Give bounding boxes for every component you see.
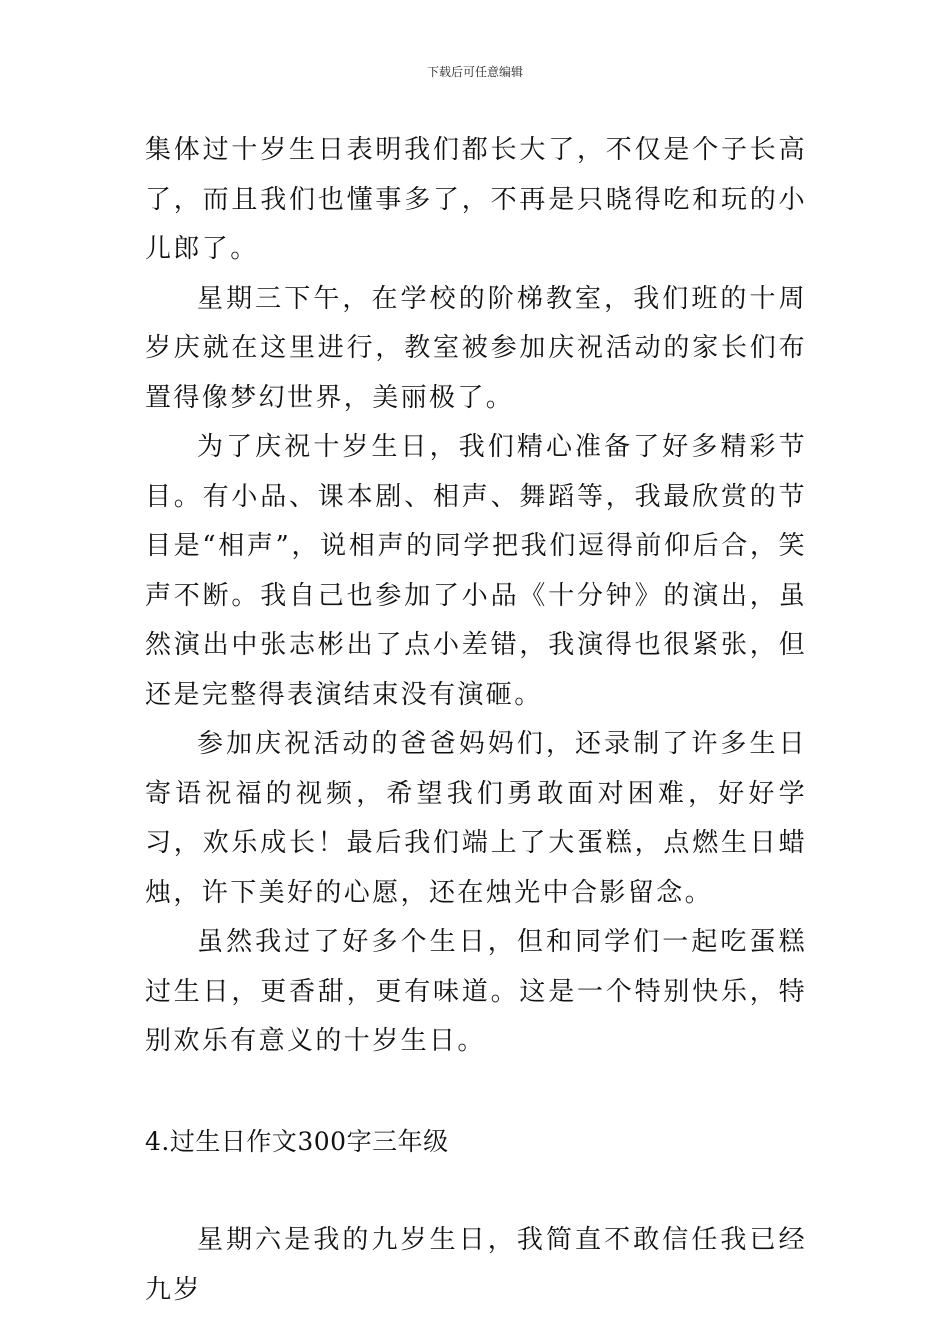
paragraph-5: 虽然我过了好多个生日，但和同学们一起吃蛋糕过生日，更香甜，更有味道。这是一个特别快乐，特别欢乐有意义的十岁生日。 — [145, 927, 807, 1056]
document-body — [145, 126, 807, 1315]
paragraph-2: 星期三下午，在学校的阶梯教室，我们班的十周岁庆就在这里进行，教室被参加庆祝活动的家长们布置得像梦幻世界，美丽极了。 — [145, 283, 807, 413]
page-header-note: 下载后可任意编辑 — [426, 65, 523, 79]
paragraph-4: 参加庆祝活动的爸爸妈妈们，还录制了许多生日寄语祝福的视频，希望我们勇敢面对困难，好好学习，欢乐成长！最后我们端上了大蛋糕，点燃生日蜡烛，许下美好的心愿，还在烛光中合影留念。 — [145, 729, 807, 908]
paragraph-3: 为了庆祝十岁生日，我们精心准备了好多精彩节目。有小品、课本剧、相声、舞蹈等，我最欣赏的节目是“相声”，说相声的同学把我们逗得前仰后合，笑声不断。我自己也参加了小品《十分钟》的演出，虽然演出中张志彬出了点小差错，我演得也很紧张，但还是完整得表演结束没有演砸。 — [145, 432, 807, 710]
section-title: 4.过生日作文300字三年级 — [145, 1126, 449, 1156]
paragraph-6: 星期六是我的九岁生日，我简直不敢信任我已经九岁 — [145, 1225, 807, 1305]
paragraph-1: 集体过十岁生日表明我们都长大了，不仅是个子长高了，而且我们也懂事多了，不再是只晓得吃和玩的小儿郎了。 — [145, 135, 807, 264]
